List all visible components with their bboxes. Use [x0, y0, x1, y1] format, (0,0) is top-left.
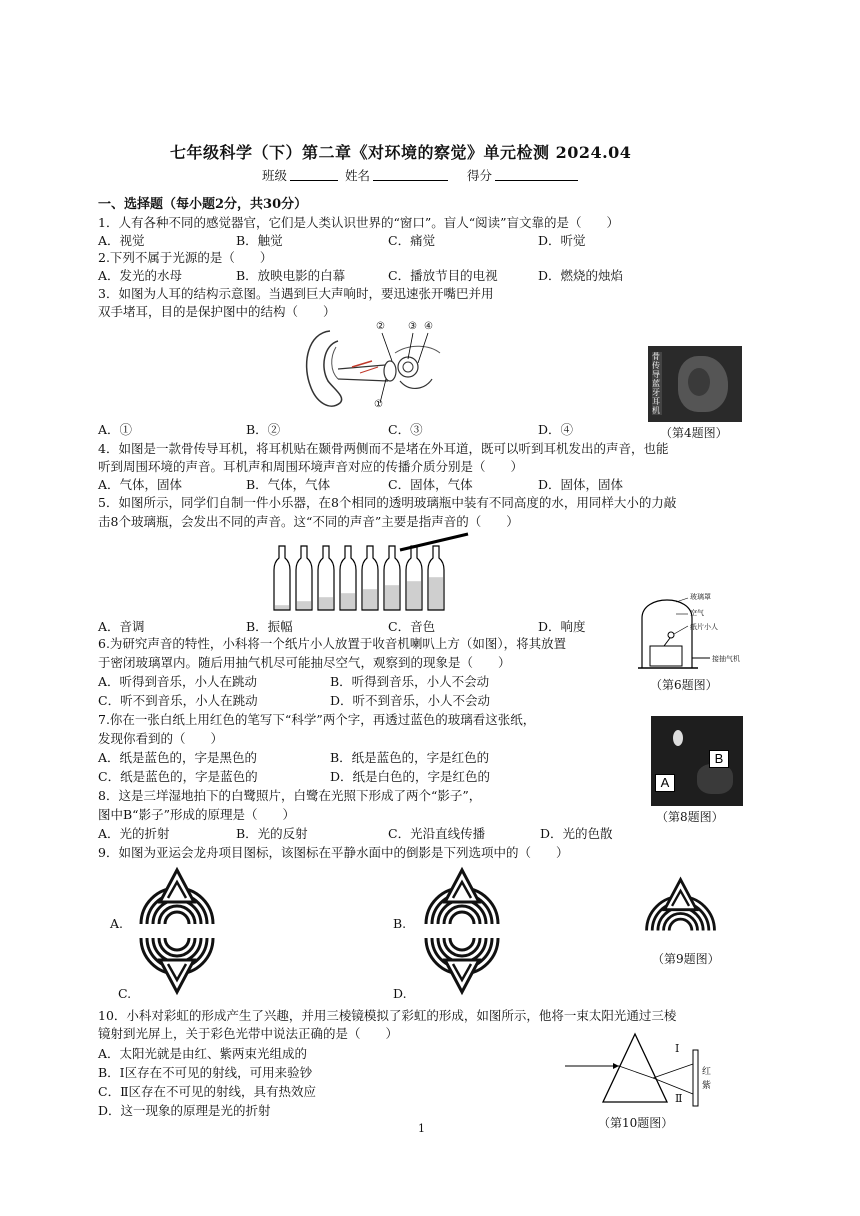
page-title: 七年级科学（下）第二章《对环境的察觉》单元检测 2024.04	[170, 143, 632, 162]
q3-option-a[interactable]: A．①	[98, 422, 133, 437]
bone-conduction-photo	[648, 346, 742, 422]
q4-option-b[interactable]: B．气体，气体	[246, 477, 331, 492]
score-blank[interactable]	[495, 180, 578, 181]
striking-stick	[400, 534, 468, 550]
bottles-figure	[270, 530, 470, 612]
bell-jar-label: 玻璃罩	[690, 593, 711, 601]
q2-option-c[interactable]: C．播放节目的电视	[388, 268, 498, 283]
q7-stem-line2: 发现你看到的（ ）	[98, 731, 224, 746]
q1-stem: 1．人有各种不同的感觉器官，它们是人类认识世界的“窗口”。盲人“阅读”盲文靠的是（ ）	[98, 215, 620, 230]
air-label: 空气	[690, 609, 704, 617]
q7-option-d[interactable]: D．纸是白色的，字是红色的	[330, 769, 491, 784]
q2-option-d[interactable]: D．燃烧的烛焰	[538, 268, 624, 283]
q8-option-b[interactable]: B．光的反射	[236, 826, 308, 841]
bottle-4	[340, 546, 356, 610]
q5-stem-line1: 5．如图所示，同学们自制一件小乐器，在8个相同的透明玻璃瓶中装有不同高度的水，用同样大小的力敲	[98, 495, 677, 510]
class-blank[interactable]	[290, 180, 338, 181]
q9-option-d[interactable]: D.	[393, 986, 407, 1001]
water-level-6	[385, 585, 399, 610]
q7-option-b[interactable]: B．纸是蓝色的，字是红色的	[330, 750, 490, 765]
water-level-7	[407, 581, 421, 610]
q9-reference-logo	[636, 872, 726, 938]
q6-figure-caption: （第6题图）	[650, 678, 718, 692]
q6-option-c[interactable]: C．听不到音乐，小人在跳动	[98, 693, 258, 708]
q3-option-c[interactable]: C．③	[388, 422, 423, 437]
q6-option-d[interactable]: D．听不到音乐，小人不会动	[330, 693, 491, 708]
q10-option-c[interactable]: C．Ⅱ区存在不可见的射线，具有热效应	[98, 1084, 317, 1099]
q7-option-a[interactable]: A．纸是蓝色的，字是黑色的	[98, 750, 258, 765]
q1-option-d[interactable]: D．听觉	[538, 233, 586, 248]
name-label: 姓名	[345, 168, 371, 183]
q4-option-c[interactable]: C．固体，气体	[388, 477, 473, 492]
q8-option-d[interactable]: D．光的色散	[540, 826, 613, 841]
water-level-4	[341, 593, 355, 610]
q9-stem: 9．如图为亚运会龙舟项目图标，该图标在平静水面中的倒影是下列选项中的（ ）	[98, 845, 569, 860]
q4-option-d[interactable]: D．固体，固体	[538, 477, 624, 492]
q8-figure-caption: （第8题图）	[656, 810, 724, 824]
q1-option-a[interactable]: A．视觉	[98, 233, 145, 248]
q7-option-c[interactable]: C．纸是蓝色的，字是蓝色的	[98, 769, 258, 784]
q4-figure-caption: （第4题图）	[660, 426, 728, 440]
q6-option-a[interactable]: A．听得到音乐，小人在跳动	[98, 674, 258, 689]
q10-option-a[interactable]: A．太阳光就是由红、紫两束光组成的	[98, 1046, 308, 1061]
q10-option-b[interactable]: B．Ⅰ区存在不可见的射线，可用来验钞	[98, 1065, 313, 1080]
q8-option-a[interactable]: A．光的折射	[98, 826, 170, 841]
q2-stem: 2.下列不属于光源的是（ ）	[98, 250, 273, 265]
water-level-2	[297, 601, 311, 610]
prism-figure	[565, 1030, 725, 1110]
region-2-label: Ⅱ	[675, 1092, 683, 1105]
q4-stem-line1: 4．如图是一款骨传导耳机，将耳机贴在颞骨两侧而不是堵在外耳道，既可以听到耳机发出的声音，也能	[98, 441, 669, 456]
water-level-5	[363, 589, 377, 610]
water-level-1	[275, 605, 289, 610]
score-label: 得分	[467, 168, 493, 183]
q4-stem-line2: 听到周围环境的声音。耳机声和周围环境声音对应的传播介质分别是（ ）	[98, 459, 524, 474]
q4-option-a[interactable]: A．气体，固体	[98, 477, 183, 492]
page-number: 1	[418, 1122, 425, 1135]
q2-option-a[interactable]: A．发光的水母	[98, 268, 183, 283]
q2-option-b[interactable]: B．放映电影的白幕	[236, 268, 346, 283]
q5-option-a[interactable]: A．音调	[98, 619, 145, 634]
q9-option-b[interactable]: B.	[393, 916, 407, 931]
q1-option-c[interactable]: C．痛觉	[388, 233, 436, 248]
bottle-1	[274, 546, 290, 610]
q10-stem-line2: 镜射到光屏上，关于彩色光带中说法正确的是（ ）	[98, 1026, 399, 1041]
violet-label: 紫	[702, 1081, 712, 1091]
q3-stem-line2: 双手堵耳，目的是保护图中的结构（ ）	[98, 304, 336, 319]
ear-label-2: ②	[376, 321, 385, 332]
red-label: 红	[702, 1067, 712, 1077]
q9-figure-caption: （第9题图）	[652, 952, 720, 966]
q9-option-a[interactable]: A.	[110, 916, 124, 931]
bottle-3	[318, 546, 334, 610]
q6-option-b[interactable]: B．听得到音乐，小人不会动	[330, 674, 490, 689]
q1-option-b[interactable]: B．触觉	[236, 233, 283, 248]
q5-option-c[interactable]: C．音色	[388, 619, 436, 634]
ear-label-4: ④	[424, 321, 433, 332]
water-level-3	[319, 597, 333, 610]
q10-figure-caption: （第10题图）	[598, 1116, 674, 1130]
bottle-2	[296, 546, 312, 610]
pump-label: 接抽气机	[712, 655, 740, 663]
ear-label-3: ③	[408, 321, 417, 332]
region-1-label: Ⅰ	[675, 1042, 680, 1055]
paper-figure-label: 纸片小人	[690, 623, 718, 631]
bottle-7	[406, 546, 422, 610]
name-blank[interactable]	[373, 180, 448, 181]
q9-logo-a	[130, 862, 225, 932]
q6-stem-line1: 6.为研究声音的特性，小科将一个纸片小人放置于收音机喇叭上方（如图），将其放置	[98, 636, 567, 651]
q5-stem-line2: 击8个玻璃瓶，会发出不同的声音。这“不同的声音”主要是指声音的（ ）	[98, 514, 519, 529]
photo-caption-text: 骨传导蓝牙耳机	[652, 352, 660, 415]
q8-option-c[interactable]: C．光沿直线传播	[388, 826, 486, 841]
shadow-a-label: A	[655, 774, 675, 792]
bottle-6	[384, 546, 400, 610]
q3-option-b[interactable]: B．②	[246, 422, 281, 437]
section-heading: 一、选择题（每小题2分，共30分）	[98, 197, 308, 212]
q9-logo-c	[130, 930, 225, 1000]
q5-option-b[interactable]: B．振幅	[246, 619, 293, 634]
q5-option-d[interactable]: D．响度	[538, 619, 586, 634]
q3-option-d[interactable]: D．④	[538, 422, 574, 437]
q3-stem-line1: 3．如图为人耳的结构示意图。当遇到巨大声响时，要迅速张开嘴巴并用	[98, 286, 494, 301]
water-level-8	[429, 577, 443, 610]
q10-stem-line1: 10．小科对彩虹的形成产生了兴趣，并用三棱镜模拟了彩虹的形成，如图所示，他将一束太阳光通过三棱	[98, 1008, 677, 1023]
bell-jar-figure	[636, 588, 746, 672]
shadow-b-label: B	[709, 750, 729, 768]
q10-option-d[interactable]: D．这一现象的原理是光的折射	[98, 1103, 271, 1118]
ear-label-1: ①	[374, 399, 383, 410]
q8-stem-line2: 图中B“影子”形成的原理是（ ）	[98, 807, 295, 822]
egret-photo	[651, 716, 743, 806]
q8-stem-line1: 8．这是三垟湿地拍下的白鹭照片，白鹭在光照下形成了两个“影子”，	[98, 788, 482, 803]
bottle-8	[428, 546, 444, 610]
q6-stem-line2: 于密闭玻璃罩内。随后用抽气机尽可能抽尽空气，观察到的现象是（ ）	[98, 655, 511, 670]
q9-logo-b	[415, 862, 510, 932]
q7-stem-line1: 7.你在一张白纸上用红色的笔写下“科学”两个字，再透过蓝色的玻璃看这张纸，	[98, 712, 536, 727]
q9-option-c[interactable]: C.	[118, 986, 132, 1001]
bottle-5	[362, 546, 378, 610]
class-label: 班级	[262, 168, 288, 183]
q9-logo-d	[415, 930, 510, 1000]
ear-diagram	[300, 323, 450, 415]
